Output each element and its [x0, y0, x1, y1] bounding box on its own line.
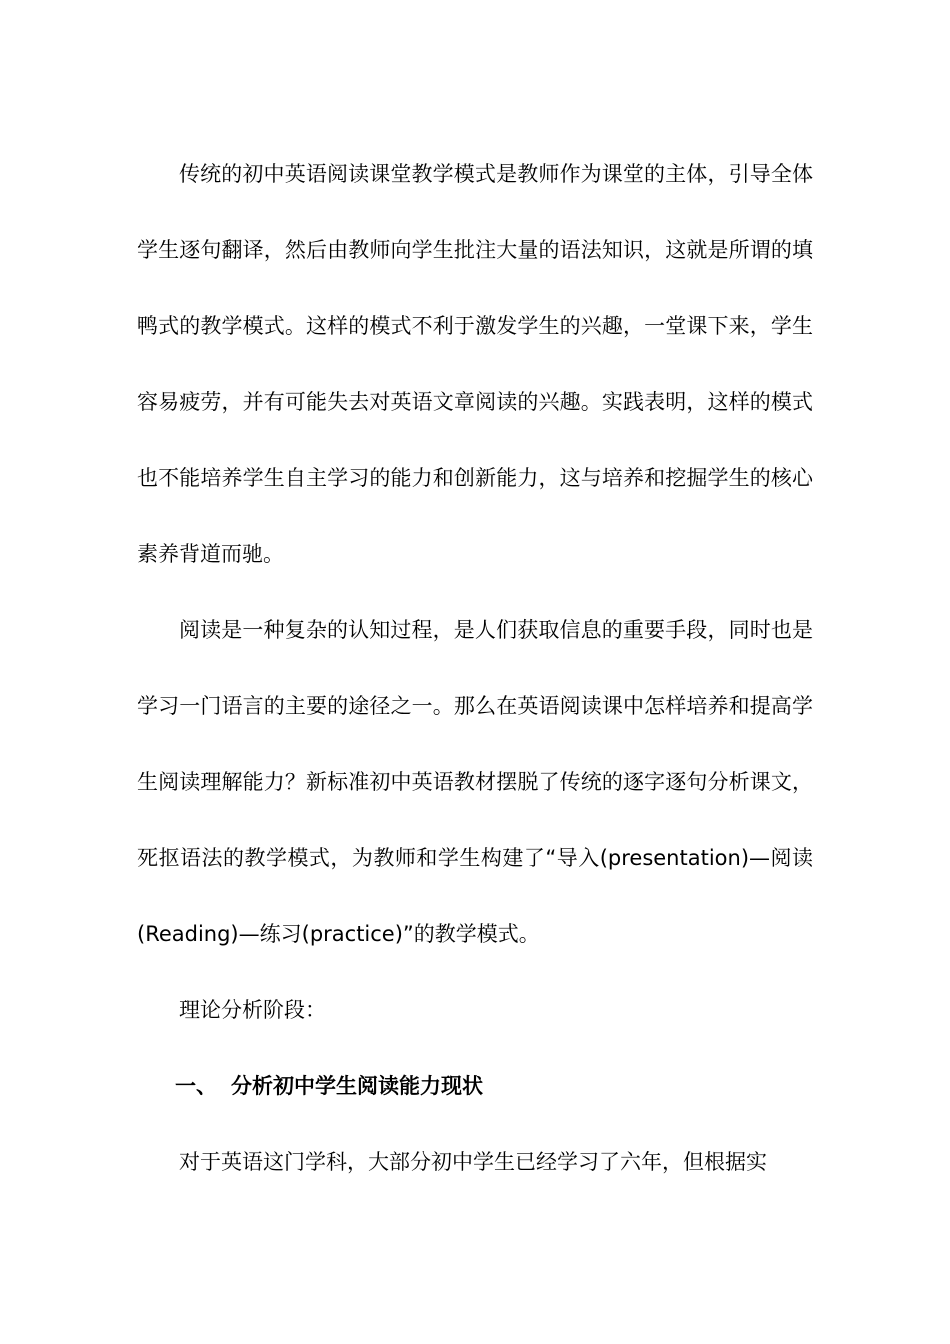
paragraph-traditional-teaching: 传统的初中英语阅读课堂教学模式是教师作为课堂的主体，引导全体学生逐句翻译，然后由教师向学生批注大量的语法知识，这就是所谓的填鸭式的教学模式。这样的模式不利于激发学生的兴趣，一堂课下来，学生容易疲劳，并有可能失去对英语文章阅读的兴趣。实践表明，这样的模式也不能培养学生自主学习的能力和创新能力，这与培养和挖掘学生的核心素养背道而驰。	[137, 162, 813, 566]
paragraph-reading-process: 阅读是一种复杂的认知过程，是人们获取信息的重要手段，同时也是学习一门语言的主要的途径之一。那么在英语阅读课中怎样培养和提高学生阅读理解能力？新标准初中英语教材摆脱了传统的逐字逐句分析课文，死抠语法的教学模式，为教师和学生构建了“导入(presentation)—阅读(Reading)—练习(practice)”的教学模式。	[137, 618, 813, 946]
paragraph-current-status: 对于英语这门学科，大部分初中学生已经学习了六年，但根据实	[179, 1150, 767, 1174]
section-heading-number: 一、	[175, 1074, 217, 1098]
section-heading	[137, 1048, 813, 1124]
paragraph-theory-stage: 理论分析阶段：	[179, 998, 326, 1022]
section-heading-text: 分析初中学生阅读能力现状	[231, 1074, 483, 1098]
document-body	[137, 136, 813, 1200]
